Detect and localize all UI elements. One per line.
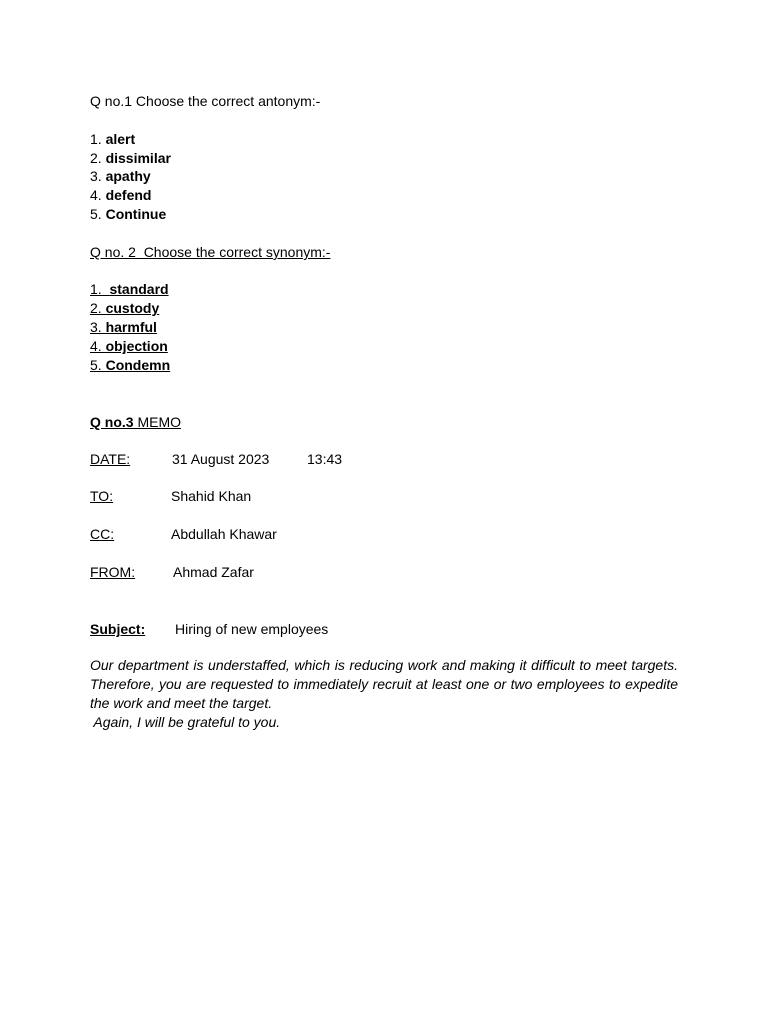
q2-item-3	[90, 318, 157, 336]
q1-item-word: dissimilar	[105, 150, 171, 166]
q2-item-5	[90, 356, 170, 374]
memo-cc-label: CC:	[90, 526, 115, 542]
q1-item-word: defend	[105, 187, 152, 203]
memo-body	[90, 656, 678, 732]
memo-date-value: 31 August 2023	[172, 451, 270, 467]
memo-to-value: Shahid Khan	[171, 488, 252, 504]
q3-heading	[90, 413, 181, 431]
q2-item-2	[90, 299, 159, 317]
q2-item-word: standard	[109, 281, 169, 297]
q1-item-4	[90, 186, 151, 204]
q2-item-4	[90, 337, 168, 355]
q3-label: Q no.3	[90, 414, 134, 430]
memo-subject-value: Hiring of new employees	[175, 621, 329, 637]
memo-cc-value: Abdullah Khawar	[171, 526, 277, 542]
q1-item-number: 4.	[90, 187, 106, 203]
q2-item-word: objection	[105, 338, 168, 354]
memo-body-paragraph: Our department is understaffed, which is reducing work and making it difficult to meet targets. Therefore, you are requested to immediately recruit at least one or two employees to expedite the work and meet the target.	[90, 657, 678, 711]
q1-item-number: 2.	[90, 150, 106, 166]
memo-subject-label: Subject:	[90, 621, 146, 637]
q1-item-number: 3.	[90, 168, 106, 184]
q2-item-number: 3.	[90, 319, 106, 335]
q2-item-number: 2.	[90, 300, 106, 316]
q2-item-word: custody	[105, 300, 160, 316]
q1-item-number: 1.	[90, 131, 106, 147]
memo-body-closing: Again, I will be grateful to you.	[90, 714, 281, 730]
q1-item-2	[90, 149, 171, 167]
memo-date-label: DATE:	[90, 451, 131, 467]
memo-from-value: Ahmad Zafar	[173, 564, 254, 580]
q1-item-number: 5.	[90, 206, 106, 222]
q2-item-word: Condemn	[105, 357, 171, 373]
q2-item-number: 1.	[90, 281, 110, 297]
q1-heading: Q no.1 Choose the correct antonym:-	[90, 93, 321, 109]
q1-item-5	[90, 205, 166, 223]
memo-title: MEMO	[133, 414, 182, 430]
memo-from-label: FROM:	[90, 564, 136, 580]
q1-item-word: apathy	[105, 168, 151, 184]
q2-item-word: harmful	[105, 319, 157, 335]
q1-item-1	[90, 130, 135, 148]
q2-item-number: 4.	[90, 338, 106, 354]
q1-item-word: Continue	[105, 206, 167, 222]
q2-item-1	[90, 280, 169, 298]
memo-time-value: 13:43	[307, 451, 343, 467]
q1-item-word: alert	[105, 131, 136, 147]
q1-item-3	[90, 167, 151, 185]
q2-heading: Q no. 2 Choose the correct synonym:-	[90, 244, 331, 260]
q2-item-number: 5.	[90, 357, 106, 373]
memo-to-label: TO:	[90, 488, 114, 504]
